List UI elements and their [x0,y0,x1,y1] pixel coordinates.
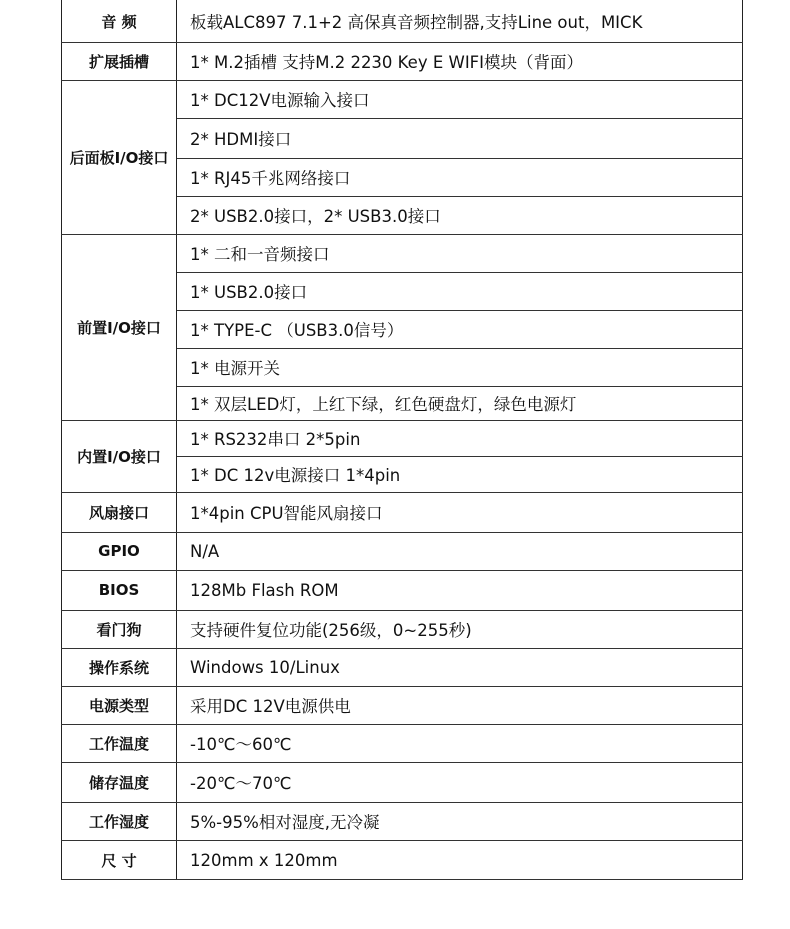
row-label-bios: BIOS [61,570,177,610]
cell-value: 1* RJ45千兆网络接口 [190,169,351,188]
row-label-os: 操作系统 [61,648,177,686]
row-label-power-type: 电源类型 [61,686,177,724]
row-values [177,80,743,234]
table-row [61,648,743,686]
subrow-divider [177,272,743,273]
row-label-fan: 风扇接口 [61,492,177,532]
cell-value: 1* M.2插槽 支持M.2 2230 Key E WIFI模块（背面） [190,53,584,72]
row-values [177,610,743,648]
row-divider [61,724,743,725]
cell-value: 1* DC12V电源输入接口 [190,91,370,110]
table-row [61,0,743,42]
row-label-front-io: 前置I/O接口 [61,234,177,420]
row-values [177,762,743,802]
cell-value: 1* 二和一音频接口 [190,245,330,264]
cell-value: -10℃～60℃ [190,735,292,754]
table-row [61,686,743,724]
cell-value: 采用DC 12V电源供电 [190,697,351,716]
subrow-divider [177,386,743,387]
cell-value: 1* TYPE-C （USB3.0信号） [190,321,404,340]
row-values [177,724,743,762]
table-row [61,42,743,80]
table-row [61,234,743,420]
row-divider [61,570,743,571]
cell-value: -20℃～70℃ [190,774,292,793]
cell-value: Windows 10/Linux [190,657,340,677]
table-row [61,802,743,840]
cell-value: N/A [190,541,220,561]
row-values [177,840,743,880]
row-label-audio: 音 频 [61,0,177,42]
subrow-divider [177,158,743,159]
cell-value: 支持硬件复位功能(256级，0~255秒) [190,621,472,640]
subrow-divider [177,310,743,311]
row-values [177,492,743,532]
cell-value: 1* 电源开关 [190,359,280,378]
row-divider [61,420,743,421]
cell-value: 1* DC 12v电源接口 1*4pin [190,466,401,485]
subrow-divider [177,118,743,119]
cell-value: 1*4pin CPU智能风扇接口 [190,504,383,523]
cell-value: 2* USB2.0接口，2* USB3.0接口 [190,207,441,226]
table-row [61,840,743,880]
spec-table [61,0,743,880]
row-values [177,686,743,724]
table-row [61,724,743,762]
row-label-watchdog: 看门狗 [61,610,177,648]
row-values [177,570,743,610]
row-divider [61,762,743,763]
subrow-divider [177,348,743,349]
cell-value: 板载ALC897 7.1+2 高保真音频控制器,支持Line out，MICK [190,13,643,32]
row-divider [61,234,743,235]
row-divider [61,686,743,687]
cell-value: 1* 双层LED灯，上红下绿，红色硬盘灯，绿色电源灯 [190,395,577,414]
row-label-rear-io: 后面板I/O接口 [61,80,177,234]
subrow-divider [177,196,743,197]
table-row [61,492,743,532]
table-row [61,570,743,610]
cell-value: 2* HDMI接口 [190,130,292,149]
row-label-dimensions: 尺 寸 [61,840,177,880]
row-divider [61,492,743,493]
row-values [177,648,743,686]
row-divider [61,840,743,841]
row-label-humidity: 工作湿度 [61,802,177,840]
cell-value: 1* RS232串口 2*5pin [190,430,361,449]
cell-value: 1* USB2.0接口 [190,283,308,302]
row-label-operating-temp: 工作温度 [61,724,177,762]
row-divider [61,879,743,880]
table-row [61,80,743,234]
table-row [61,610,743,648]
cell-value: 120mm x 120mm [190,850,338,870]
row-values [177,532,743,570]
row-values [177,234,743,420]
row-divider [61,532,743,533]
row-values [177,42,743,80]
row-divider [61,42,743,43]
row-divider [61,80,743,81]
row-label-storage-temp: 储存温度 [61,762,177,802]
row-divider [61,802,743,803]
cell-value: 128Mb Flash ROM [190,580,339,600]
table-row [61,532,743,570]
row-values [177,0,743,42]
cell-value: 5%-95%相对湿度,无冷凝 [190,813,380,832]
row-label-expansion-slot: 扩展插槽 [61,42,177,80]
row-divider [61,648,743,649]
row-label-internal-io: 内置I/O接口 [61,420,177,492]
table-row [61,762,743,802]
subrow-divider [177,456,743,457]
row-divider [61,610,743,611]
row-values [177,802,743,840]
row-label-gpio: GPIO [61,532,177,570]
